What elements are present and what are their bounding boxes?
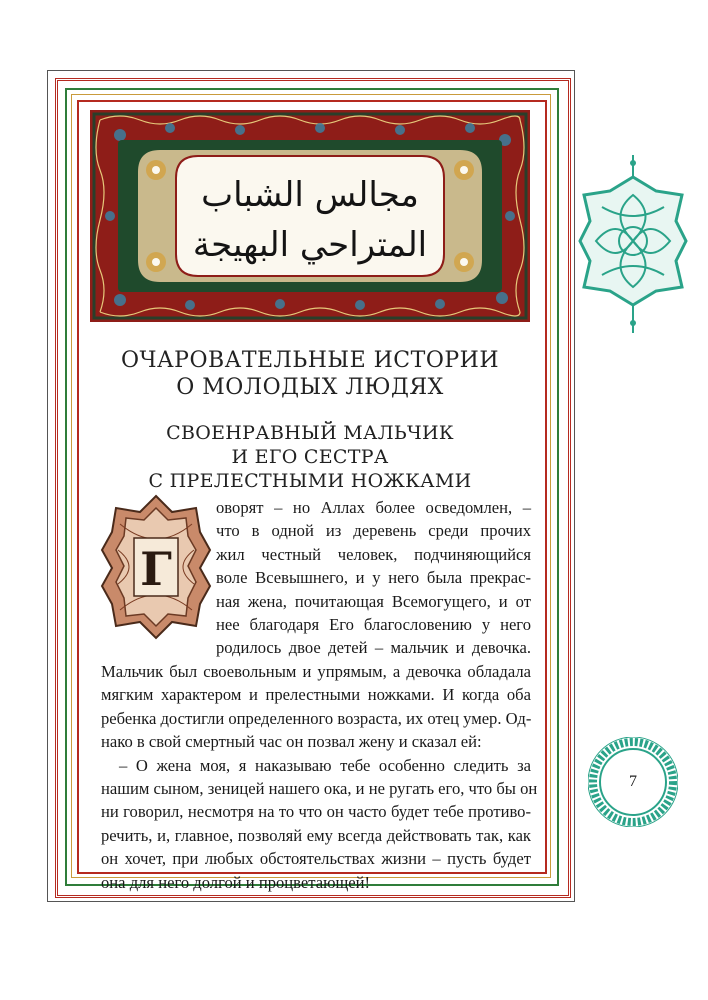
body-line: оворят – но Аллах более осведомлен, – — [216, 498, 531, 517]
banner-calligraphy-line2: المتراحي البهيجة — [192, 225, 428, 265]
body-line: нее благодаря Его благословению у него — [216, 615, 531, 635]
drop-cap-ornament — [100, 494, 212, 640]
body-line: мягким характером и прелестными ножками. И когда оба — [101, 685, 531, 705]
body-paragraph-intro — [216, 496, 531, 660]
body-line: нако в свой смертный час он позвал жену и сказал ей: — [101, 732, 482, 752]
body-line: воле Всевышнего, и у него была прекрас- — [216, 568, 531, 588]
body-line: ребенка достигли определенного возраста, их отец умер. Од- — [101, 708, 532, 728]
story-title — [80, 421, 540, 493]
page-number: 7 — [629, 773, 637, 790]
body-line: ная жена, почитающая Всемогущего, и от — [216, 591, 531, 611]
body-line: что в одной из деревень среди прочих — [216, 521, 531, 541]
body-line: он хочет, при любых обстоятельствах жизни – пусть будет — [101, 849, 531, 869]
body-line: родилось двое детей – мальчик и девочка. — [216, 638, 531, 658]
side-ornament-icon — [578, 155, 688, 335]
body-line: жил честный человек, подчиняющийся — [216, 544, 531, 564]
story-title-line1: СВОЕНРАВНЫЙ МАЛЬЧИК — [166, 422, 454, 444]
chapter-title-line2: О МОЛОДЫХ ЛЮДЯХ — [176, 375, 444, 400]
body-line: ни говорил, несмотря на то что он часто будет тебе противо- — [101, 802, 531, 822]
story-title-line3: С ПРЕЛЕСТНЫМИ НОЖКАМИ — [148, 470, 472, 492]
body-line: нашим сыном, зеницей нашего ока, и не ругать его, что бы он — [101, 779, 538, 799]
chapter-title-line1: ОЧАРОВАТЕЛЬНЫЕ ИСТОРИИ — [120, 348, 500, 373]
calligraphy-banner — [90, 110, 530, 322]
story-title-line2: И ЕГО СЕСТРА — [231, 446, 389, 468]
body-line: речить, и, главное, позволяй ему всегда действовать так, как — [101, 825, 531, 845]
body-line: она для него долгой и процветающей! — [101, 872, 371, 892]
drop-cap-letter: Г — [140, 542, 172, 596]
body-paragraph-main — [101, 660, 538, 894]
banner-calligraphy-line1: مجالس الشباب — [201, 175, 419, 215]
page-number-badge — [588, 737, 678, 827]
body-line: Мальчик был своевольным и упрямым, а девочка обладала — [101, 662, 531, 681]
body-line: – О жена моя, я наказываю тебе особенно следить за — [119, 755, 531, 775]
chapter-title — [80, 347, 540, 401]
